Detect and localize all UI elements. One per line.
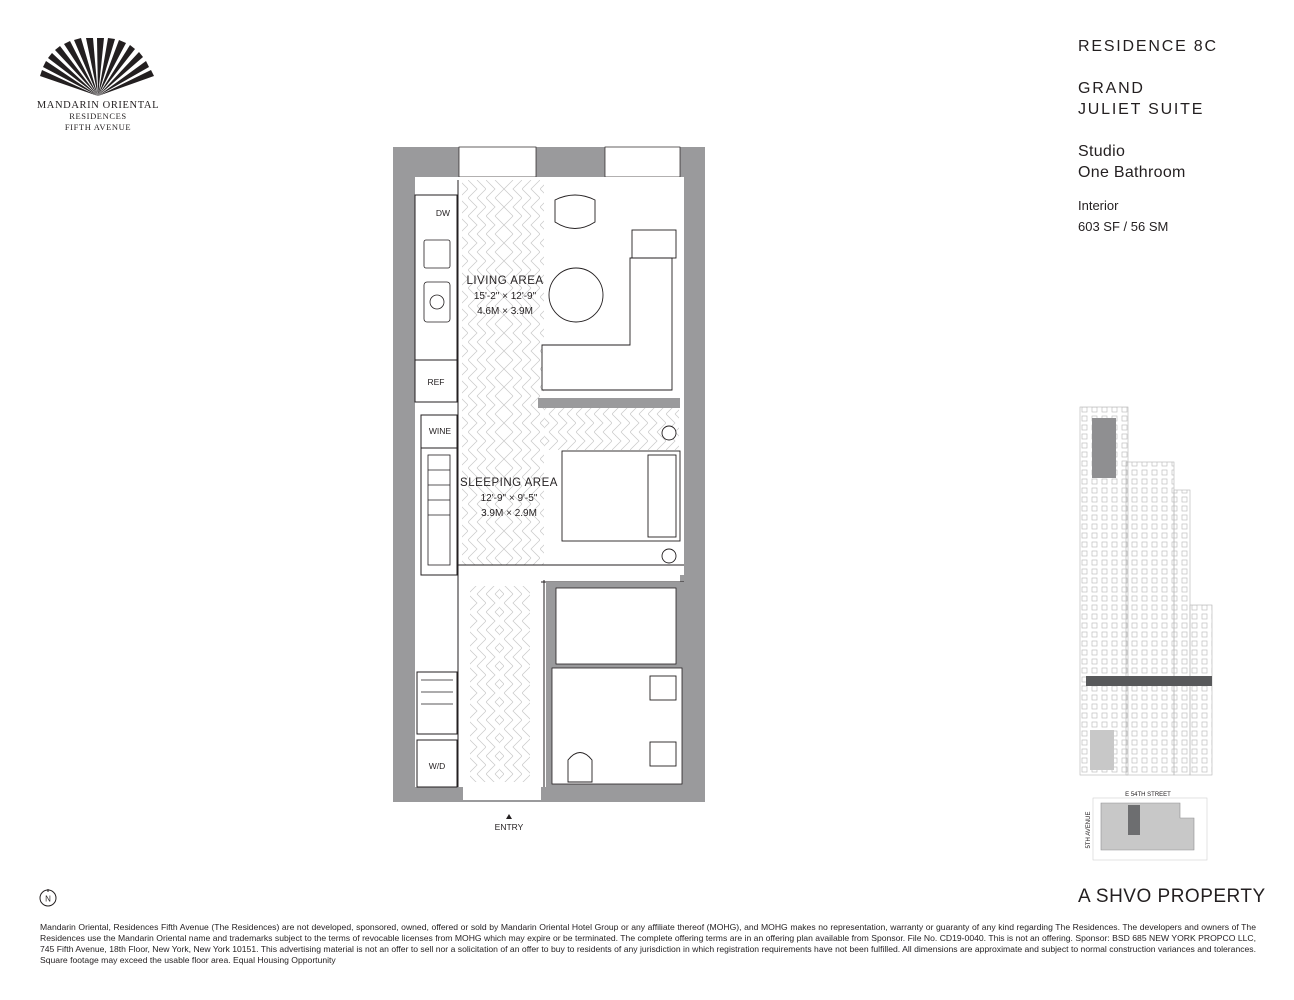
suite-name-line1: GRAND (1078, 80, 1145, 97)
living-area-dim-imperial: 15'-2" × 12'-9" (473, 291, 537, 302)
sleeping-area-dim-imperial: 12'-9" × 9'-5" (480, 493, 538, 504)
vanity-sink-icon (650, 742, 676, 766)
developer-name: A SHVO PROPERTY (1078, 886, 1266, 907)
toilet-icon (568, 753, 592, 783)
wine-label: WINE (428, 426, 452, 436)
refrigerator-label: REF (427, 377, 445, 387)
pillows (648, 455, 676, 537)
residence-title: RESIDENCE 8C (1078, 38, 1218, 55)
living-area-dim-metric: 4.6M × 3.9M (477, 306, 533, 317)
side-table (632, 230, 676, 258)
unit-type: Studio (1078, 143, 1126, 160)
brand-name: MANDARIN ORIENTAL (36, 100, 160, 111)
nightstand-lamp-icon (662, 549, 676, 563)
entry-label: ENTRY (494, 822, 524, 832)
site-plan (1086, 792, 1207, 860)
building-elevation (1080, 407, 1212, 775)
armchair-icon (555, 195, 595, 229)
living-area-name: LIVING AREA (466, 275, 544, 287)
sleeping-area-dim-metric: 3.9M × 2.9M (481, 508, 537, 519)
partition-wall (538, 398, 680, 408)
sleeping-area-name: SLEEPING AREA (460, 477, 558, 489)
vanity-sink-icon (650, 676, 676, 700)
brand-subtitle: RESIDENCES (69, 111, 127, 121)
suite-name-line2: JULIET SUITE (1078, 101, 1205, 118)
brand-location: FIFTH AVENUE (64, 122, 132, 132)
svg-text:N: N (45, 894, 51, 904)
unit-bathrooms: One Bathroom (1078, 164, 1186, 181)
shower (556, 588, 676, 664)
entry-arrow-icon (506, 814, 512, 819)
street-label: E 54TH STREET (1125, 792, 1171, 798)
nightstand-lamp-icon (662, 426, 676, 440)
avenue-label: 5TH AVENUE (1086, 811, 1092, 849)
highlighted-floor (1086, 676, 1212, 686)
area-label: Interior (1078, 198, 1119, 213)
coffee-table-icon (549, 268, 603, 322)
area-value: 603 SF / 56 SM (1078, 219, 1169, 234)
washer-dryer-label: W/D (428, 761, 446, 771)
dishwasher-label: DW (435, 208, 451, 218)
north-arrow-icon (38, 888, 58, 908)
legal-disclaimer: Mandarin Oriental, Residences Fifth Avenue (The Residences) are not developed, sponsored, owned, offered or sold by Mandarin Oriental Hotel Group or any affiliate thereof (MOHG), and MOHG makes no representation, warranty or guaranty of any kind regarding The Residences. The developers and owners of The Residences use the Mandarin Oriental name and trademarks subject to the terms of revocable licenses from MOHG which may expire or be terminated. The complete offering terms are in an offering plan available from Sponsor. File No. CD19-0040. This is not an offering. Sponsor: BSD 685 NEW YORK PROPCO LLC, 745 Fifth Avenue, 18th Floor, New York, New York 10151. This advertising material is not an offer to sell nor a solicitation of an offer to buy to residents of any jurisdiction in which registration requirements have not been fulfilled. All dimensions are approximate and subject to normal construction variances and tolerances. Square footage may exceed the usable floor area. Equal Housing Opportunity (40, 922, 1256, 965)
